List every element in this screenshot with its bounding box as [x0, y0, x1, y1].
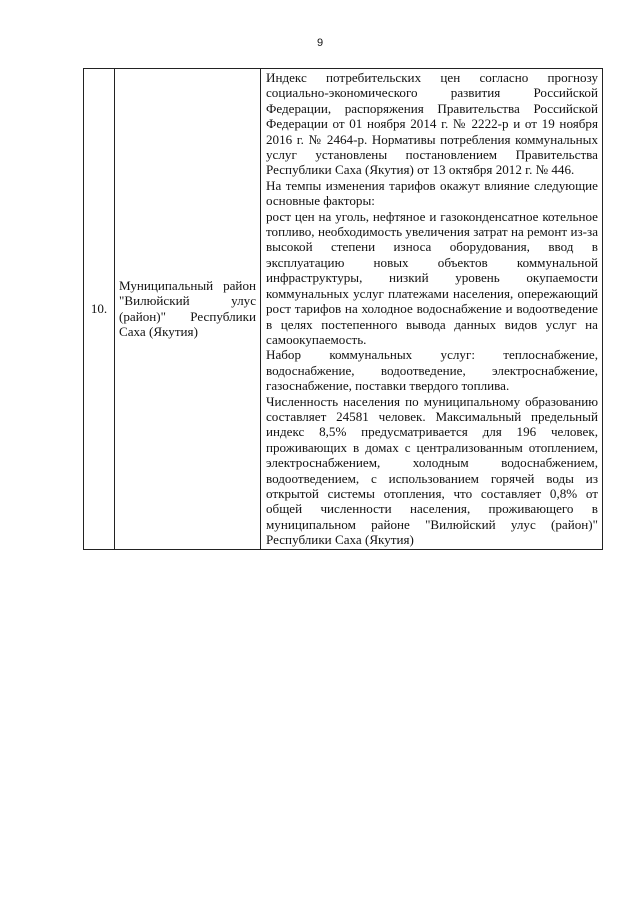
paragraph-population: Численность населения по муниципальному образованию составляет 24581 человек. Максимальный предельный индекс 8,5% предусматривается для 196 человек, проживающих в домах с централизованным отоплением, электроснабжением, холодным водоснабжением, водоотведением, с использованием горячей воды из открытой системы отопления, что составляет 0,8% от общей численности населения, проживающего в муниципальном районе "Вилюйский улус (район)" Республики Саха (Якутия) — [266, 393, 598, 548]
row-number: 10. — [84, 69, 115, 550]
paragraph-factors-list: рост цен на уголь, нефтяное и газоконденсатное котельное топливо, необходимость увеличения затрат на ремонт из-за высокой степени износа оборудования, ввод в эксплуатацию новых объектов коммунальной инфраструктуры, низкий уровень окупаемости коммунальных услуг платежами населения, опережающий рост тарифов на холодное водоснабжение и водоотведение в целях постепенного вывода данных видов услуг на самоокупаемость. — [266, 208, 598, 347]
municipality-name: Муниципальный район "Вилюйский улус (район)" Республики Саха (Якутия) — [115, 69, 261, 550]
paragraph-factors-intro: На темпы изменения тарифов окажут влияние следующие основные факторы: — [266, 177, 598, 209]
page-number: 9 — [316, 37, 324, 49]
table-row — [84, 69, 603, 550]
tariff-table — [83, 68, 603, 550]
row-description — [261, 69, 603, 550]
paragraph-services: Набор коммунальных услуг: теплоснабжение, водоснабжение, водоотведение, электроснабжение, газоснабжение, поставки твердого топлива. — [266, 347, 598, 394]
paragraph-index-norms: Индекс потребительских цен согласно прогнозу социально-экономического развития Российской Федерации, распоряжения Правительства Российской Федерации от 01 ноября 2014 г. № 2222-р и от 19 ноября 2016 г. № 2464-р. Нормативы потребления коммунальных услуг установлены постановлением Правительства Республики Саха (Якутия) от 13 октября 2012 г. № 446. — [266, 70, 598, 178]
